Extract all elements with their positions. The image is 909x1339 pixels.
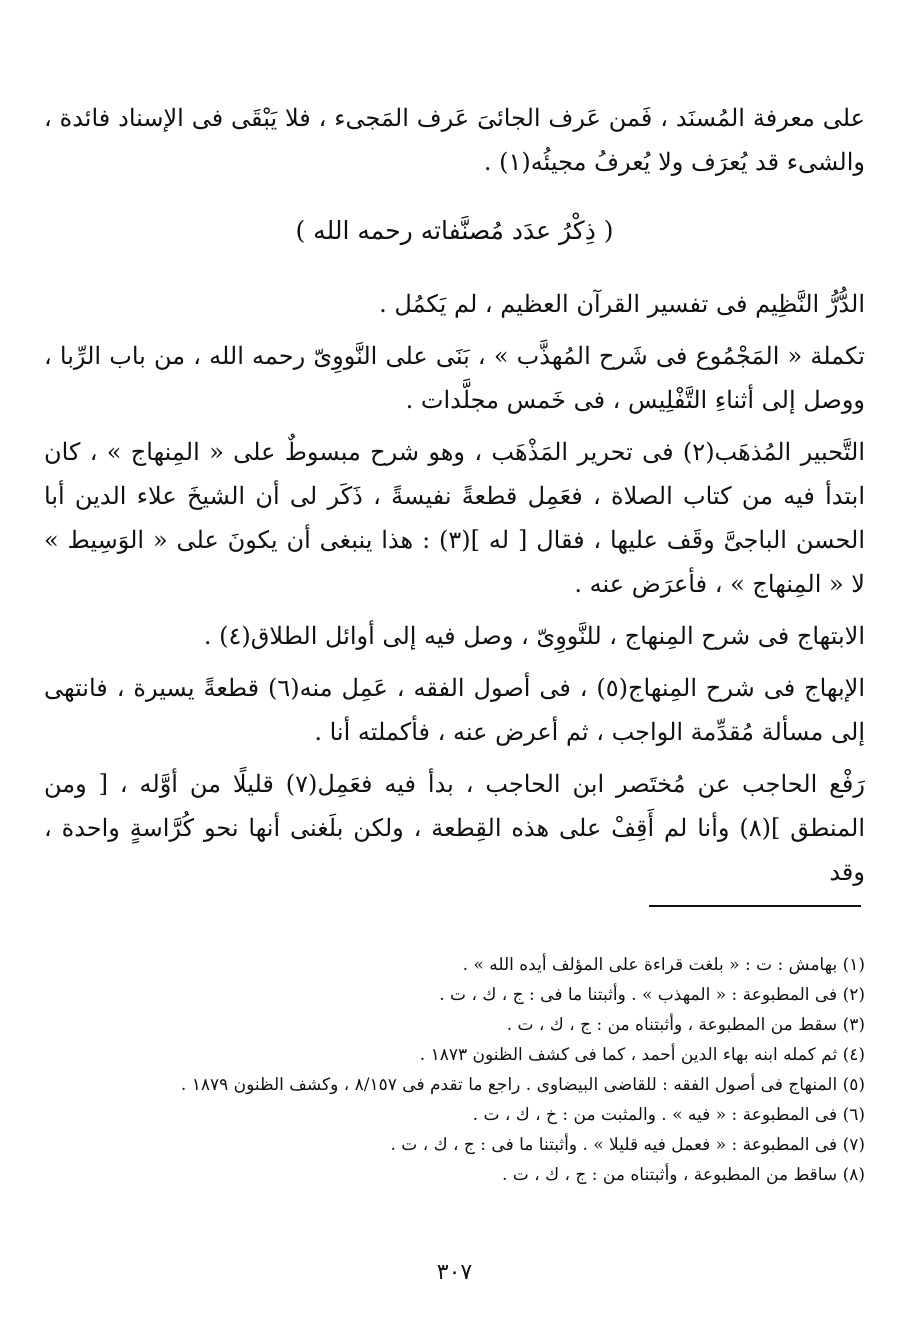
section-heading: ( ذِكْرُ عدَد مُصنَّفاته رحمه الله ) [295, 216, 614, 245]
footnote: (٣) سقط من المطبوعة ، وأثبتناه من : ج ، ك ، ت . [506, 1015, 865, 1035]
footnote-separator [649, 905, 861, 907]
footnote: (١) بهامش : ت : « بلغت قراءة على المؤلف أيده الله » . [462, 955, 865, 975]
footnotes-list [44, 950, 865, 1190]
footnote: (٦) فى المطبوعة : « فيه » . والمثبت من : خ ، ك ، ت . [472, 1105, 865, 1125]
paragraph-raf-al-hajib: رَفْع الحاجب عن مُختَصر ابن الحاجب ، بدأ فيه فعَمِل(٧) قليلًا من أوَّله ، [ ومن المنطق ](٨) وأنا لم أَقِفْ على هذه القِطعة ، ولكن بلَغنى أنها نحو كُرَّاسةٍ واحدة ، وقد [44, 770, 866, 886]
paragraph-ibhaj: الإبهاج فى شرح المِنهاج(٥) ، فى أصول الفقه ، عَمِل منه(٦) قطعةً يسيرة ، فانتهى إلى مسألة مُقدِّمة الواجب ، ثم أعرض عنه ، فأكملته أنا . [44, 674, 866, 746]
footnote: (٧) فى المطبوعة : « فعمل فيه قليلا » . وأثبتنا ما فى : ج ، ك ، ت . [390, 1135, 865, 1155]
footnote: (٥) المنهاج فى أصول الفقه : للقاضى البيضاوى . راجع ما تقدم فى ٨/١٥٧ ، وكشف الظنون ١٨٧٩ . [180, 1075, 865, 1095]
page-number: ٣٠٧ [436, 1260, 473, 1285]
paragraph-ibtihaj: الابتهاج فى شرح المِنهاج ، للنَّووِىّ ، وصل فيه إلى أوائل الطلاق(٤) . [203, 622, 865, 650]
main-text [44, 96, 865, 902]
paragraph-takmilat-majmu: تكملة « المَجْمُوع فى شَرح المُهذَّب » ، بَنَى على النَّووِىّ رحمه الله ، من باب الرِّبا ، ووصل إلى أثناءِ التَّفْلِيس ، فى خَمس مجلَّدات . [44, 342, 865, 414]
footnote: (٤) ثم كمله ابنه بهاء الدين أحمد ، كما فى كشف الظنون ١٨٧٣ . [419, 1045, 865, 1065]
footnote: (٨) ساقط من المطبوعة ، وأثبتناه من : ج ، ك ، ت . [501, 1165, 865, 1185]
paragraph-tahbir: التَّحبير المُذهَب(٢) فى تحرير المَذْهَب ، وهو شرح مبسوطٌ على « المِنهاج » ، كان ابتدأ فيه من كتاب الصلاة ، فعَمِل قطعةً نفيسةً ، ذَكَر لى أن الشيخَ علاء الدين أبا الحسن الباجىَّ وقَف عليها ، فقال [ له ](٣) : هذا ينبغى أن يكونَ على « الوَسِيط » لا « المِنهاج » ، فأعرَض عنه . [44, 438, 866, 598]
footnote: (٢) فى المطبوعة : « المهذب » . وأثبتنا ما فى : ج ، ك ، ت . [439, 985, 865, 1005]
intro-paragraph: على معرفة المُسنَد ، فَمن عَرف الجائىَ عَرف المَجىء ، فلا يَبْقَى فى الإسناد فائدة ، والشىء قد يُعرَف ولا يُعرفُ مجيئُه(١) . [44, 104, 865, 176]
paragraph-durr-nazim: الدُّرُّ النَّظِيم فى تفسير القرآن العظيم ، لم يَكمُل . [379, 290, 865, 318]
